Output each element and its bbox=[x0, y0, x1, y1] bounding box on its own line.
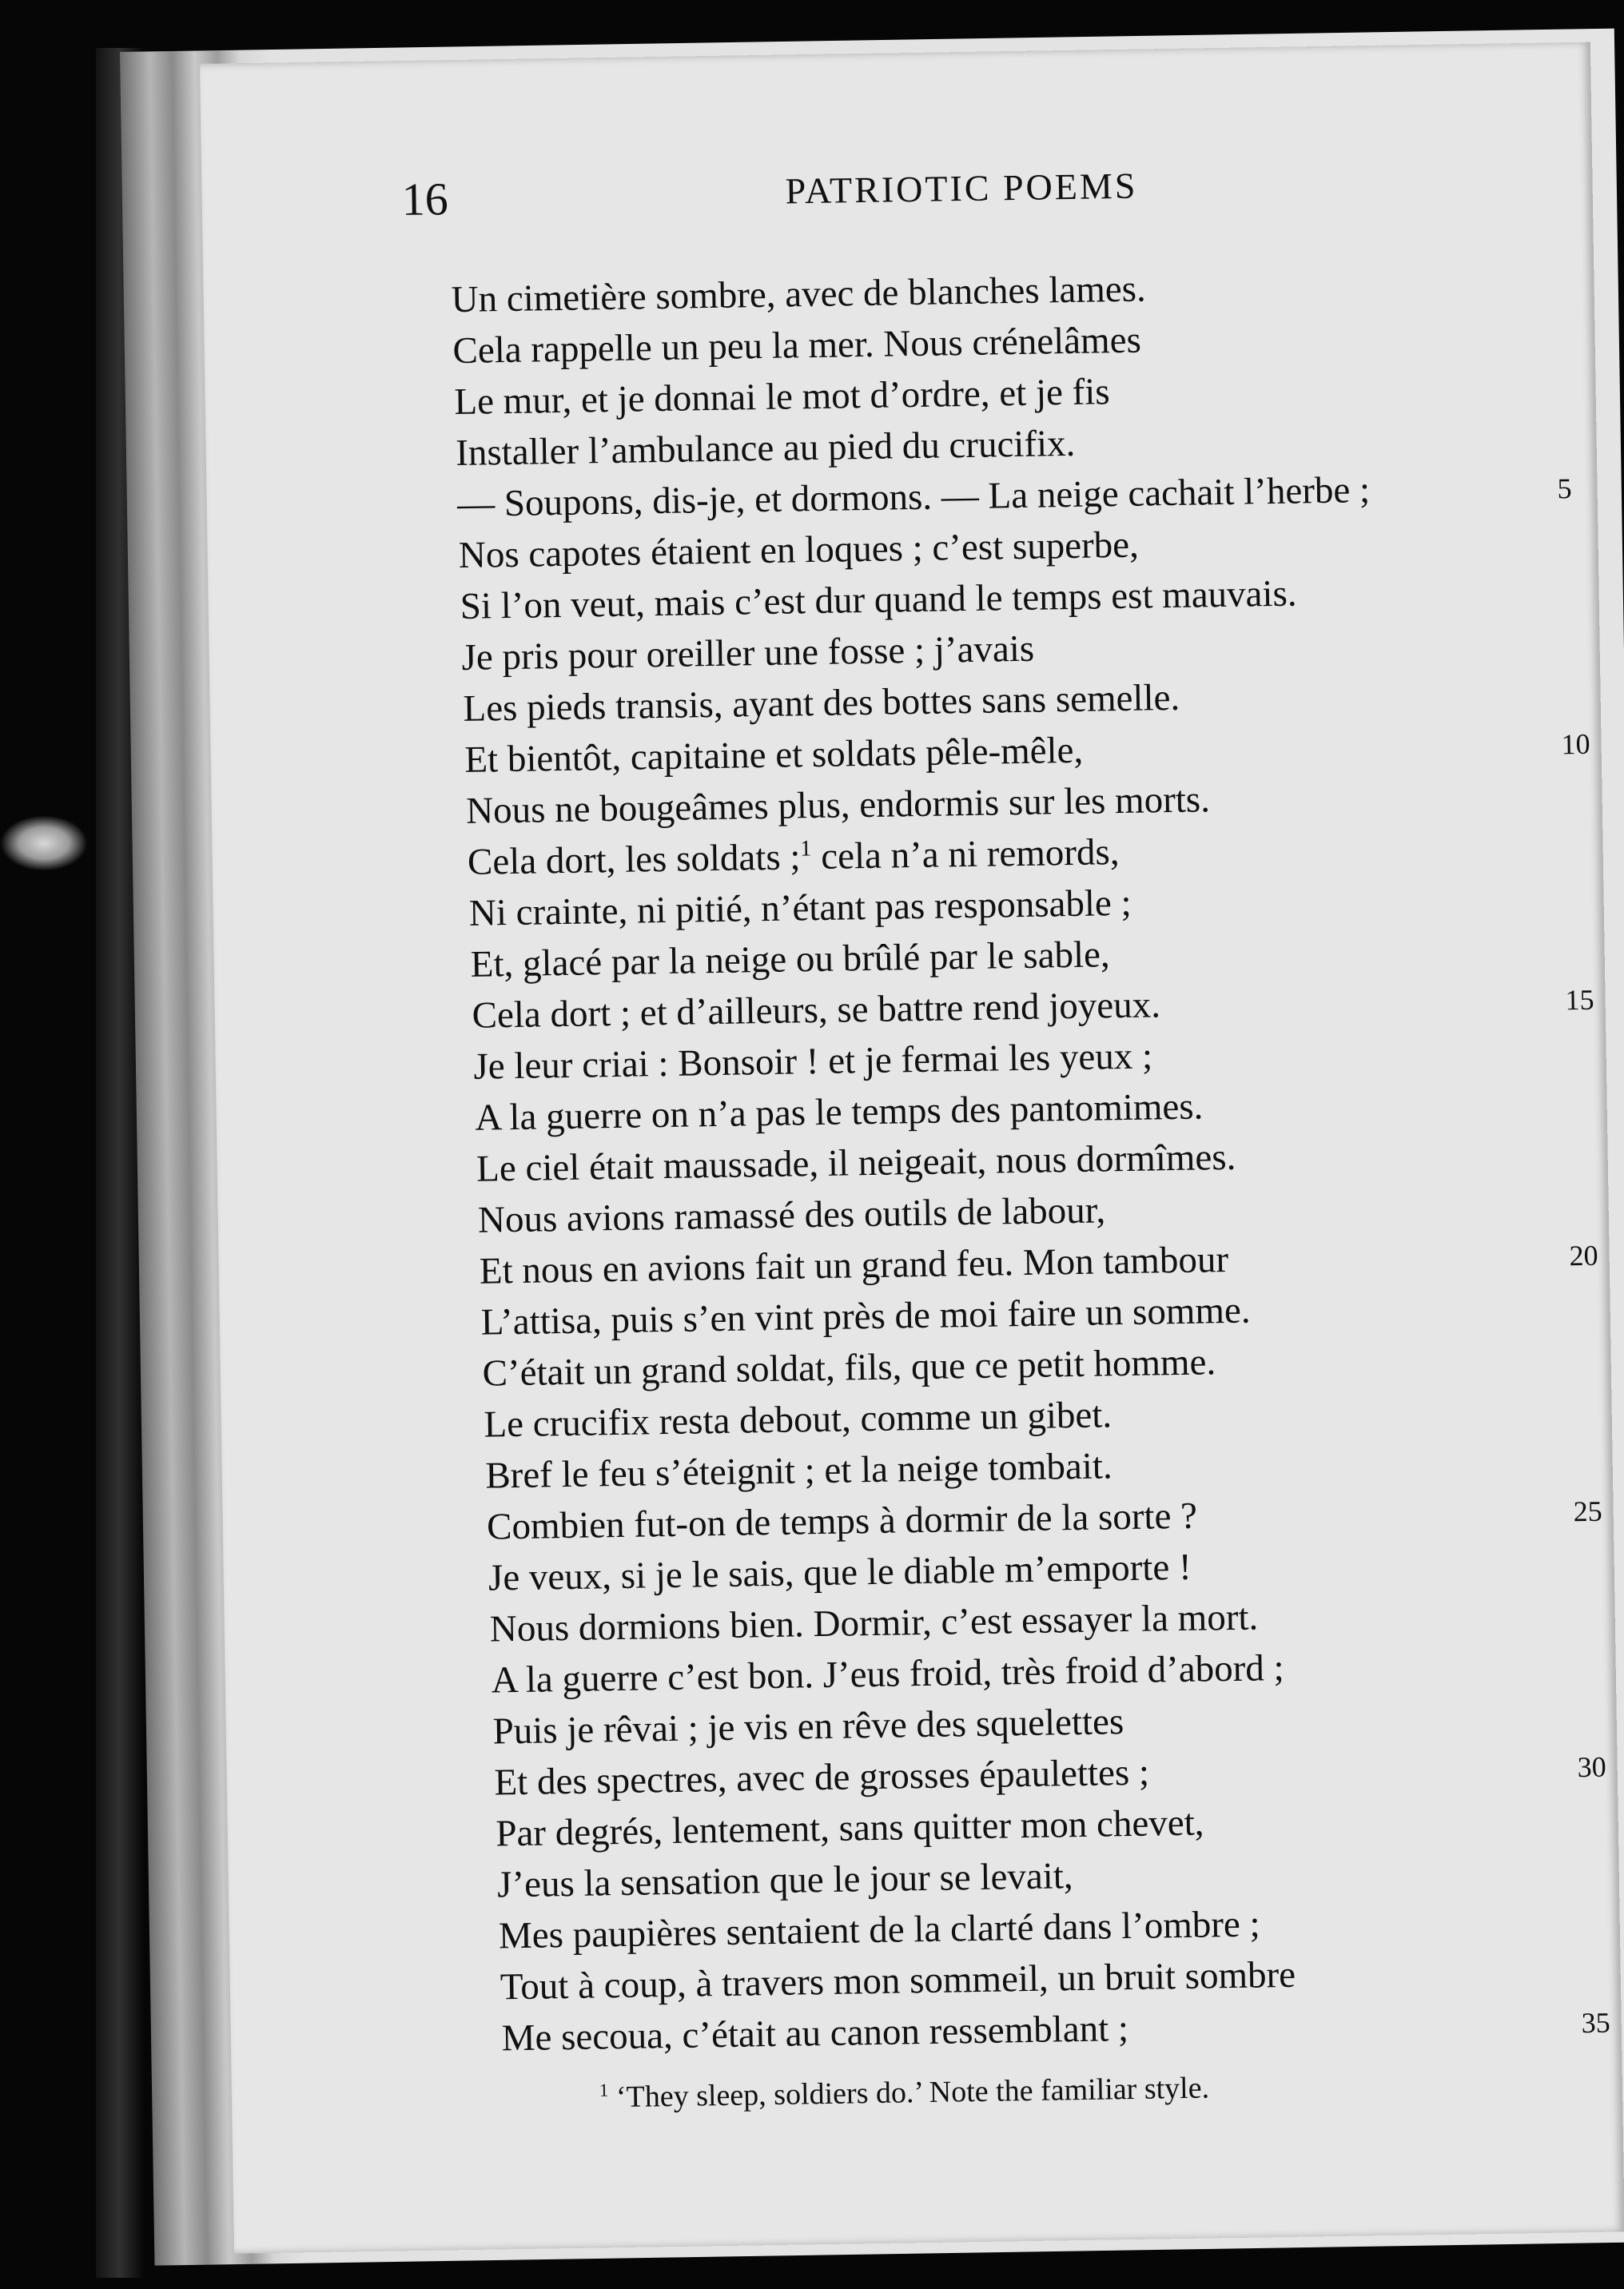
verse-text: L’attisa, puis s’en vint près de moi faire un somme. bbox=[480, 1289, 1251, 1344]
line-number: 20 bbox=[1569, 1239, 1598, 1272]
line-number: 5 bbox=[1557, 472, 1572, 505]
verse-text: Mes paupières sentaient de la clarté dans l’ombre ; bbox=[498, 1903, 1261, 1957]
book-page bbox=[200, 42, 1624, 2254]
verse-text: Cela dort, les soldats ; bbox=[467, 836, 801, 883]
verse-text: Je leur criai : Bonsoir ! et je fermai les yeux ; bbox=[473, 1035, 1153, 1088]
footnote-marker: 1 bbox=[599, 2080, 609, 2100]
verse-text: Un cimetière sombre, avec de blanches lames. bbox=[451, 268, 1147, 321]
verse-text: Combien fut-on de temps à dormir de la sorte ? bbox=[486, 1495, 1198, 1548]
verse-text: Le mur, et je donnai le mot d’ordre, et je fis bbox=[453, 371, 1111, 424]
verse-text: C’était un grand soldat, fils, que ce petit homme. bbox=[482, 1341, 1216, 1395]
line-number: 15 bbox=[1565, 983, 1594, 1017]
scan-speck bbox=[0, 815, 88, 871]
line-number: 10 bbox=[1561, 727, 1590, 761]
poem-text bbox=[451, 257, 1611, 2064]
verse-text: Bref le feu s’éteignit ; et la neige tombait. bbox=[484, 1445, 1113, 1497]
verse-text: Me secoua, c’était au canon ressemblant ; bbox=[501, 2008, 1129, 2060]
page-number: 16 bbox=[401, 173, 449, 226]
verse-text: — Soupons, dis-je, et dormons. — La neige cachait l’herbe ; bbox=[456, 469, 1371, 526]
verse-text: Nous avions ramassé des outils de labour, bbox=[477, 1189, 1106, 1241]
verse-text: Et bientôt, capitaine et soldats pêle-mêle, bbox=[464, 729, 1084, 781]
verse-text: Par degrés, lentement, sans quitter mon chevet, bbox=[495, 1801, 1204, 1855]
verse-text: Nous dormions bien. Dormir, c’est essayer la mort. bbox=[489, 1596, 1259, 1650]
verse-text: Le ciel était maussade, il neigeait, nous dormîmes. bbox=[476, 1136, 1236, 1190]
verse-text: Nous ne bougeâmes plus, endormis sur les morts. bbox=[465, 778, 1211, 832]
verse-text: J’eus la sensation que le jour se levait, bbox=[496, 1855, 1073, 1906]
verse-text: Tout à coup, à travers mon sommeil, un bruit sombre bbox=[500, 1953, 1296, 2008]
verse-text: Installer l’ambulance au pied du crucifix. bbox=[455, 422, 1076, 475]
footnote-text: ‘They sleep, soldiers do.’ Note the familiar style. bbox=[615, 2071, 1210, 2115]
verse-text: Les pieds transis, ayant des bottes sans semelle. bbox=[463, 676, 1180, 730]
verse-text-continued: cela n’a ni remords, bbox=[811, 831, 1120, 878]
verse-text: Nos capotes étaient en loques ; c’est superbe, bbox=[458, 523, 1140, 576]
line-number: 30 bbox=[1577, 1750, 1606, 1784]
verse-text: Ni crainte, ni pitié, n’étant pas responsable ; bbox=[468, 882, 1132, 934]
verse-text: Et des spectres, avec de grosses épaulettes ; bbox=[494, 1751, 1150, 1804]
running-title: PATRIOTIC POEMS bbox=[785, 165, 1138, 212]
verse-text: Si l’on veut, mais c’est dur quand le temps est mauvais. bbox=[460, 572, 1297, 627]
verse-text: Je pris pour oreiller une fosse ; j’avais bbox=[461, 627, 1035, 679]
running-head bbox=[201, 154, 1593, 240]
verse-text: Cela rappelle un peu la mer. Nous crénelâmes bbox=[452, 319, 1142, 372]
line-number: 25 bbox=[1573, 1495, 1602, 1528]
verse-text: A la guerre c’est bon. J’eus froid, très froid d’abord ; bbox=[491, 1646, 1284, 1702]
verse-text: Cela dort ; et d’ailleurs, se battre rend joyeux. bbox=[472, 984, 1161, 1037]
verse-text: Et nous en avions fait un grand feu. Mon tambour bbox=[479, 1238, 1229, 1292]
verse-text: Je veux, si je le sais, que le diable m’emporte ! bbox=[488, 1546, 1192, 1599]
verse-text: Puis je rêvai ; je vis en rêve des squelettes bbox=[492, 1701, 1124, 1753]
verse-text: A la guerre on n’a pas le temps des pantomimes. bbox=[474, 1085, 1204, 1139]
verse-text: Et, glacé par la neige ou brûlé par le sable, bbox=[470, 934, 1111, 985]
line-number: 35 bbox=[1581, 2006, 1611, 2040]
footnote-reference: 1 bbox=[800, 836, 812, 862]
footnote bbox=[599, 2070, 1210, 2115]
verse-text: Le crucifix resta debout, comme un gibet. bbox=[484, 1394, 1113, 1446]
